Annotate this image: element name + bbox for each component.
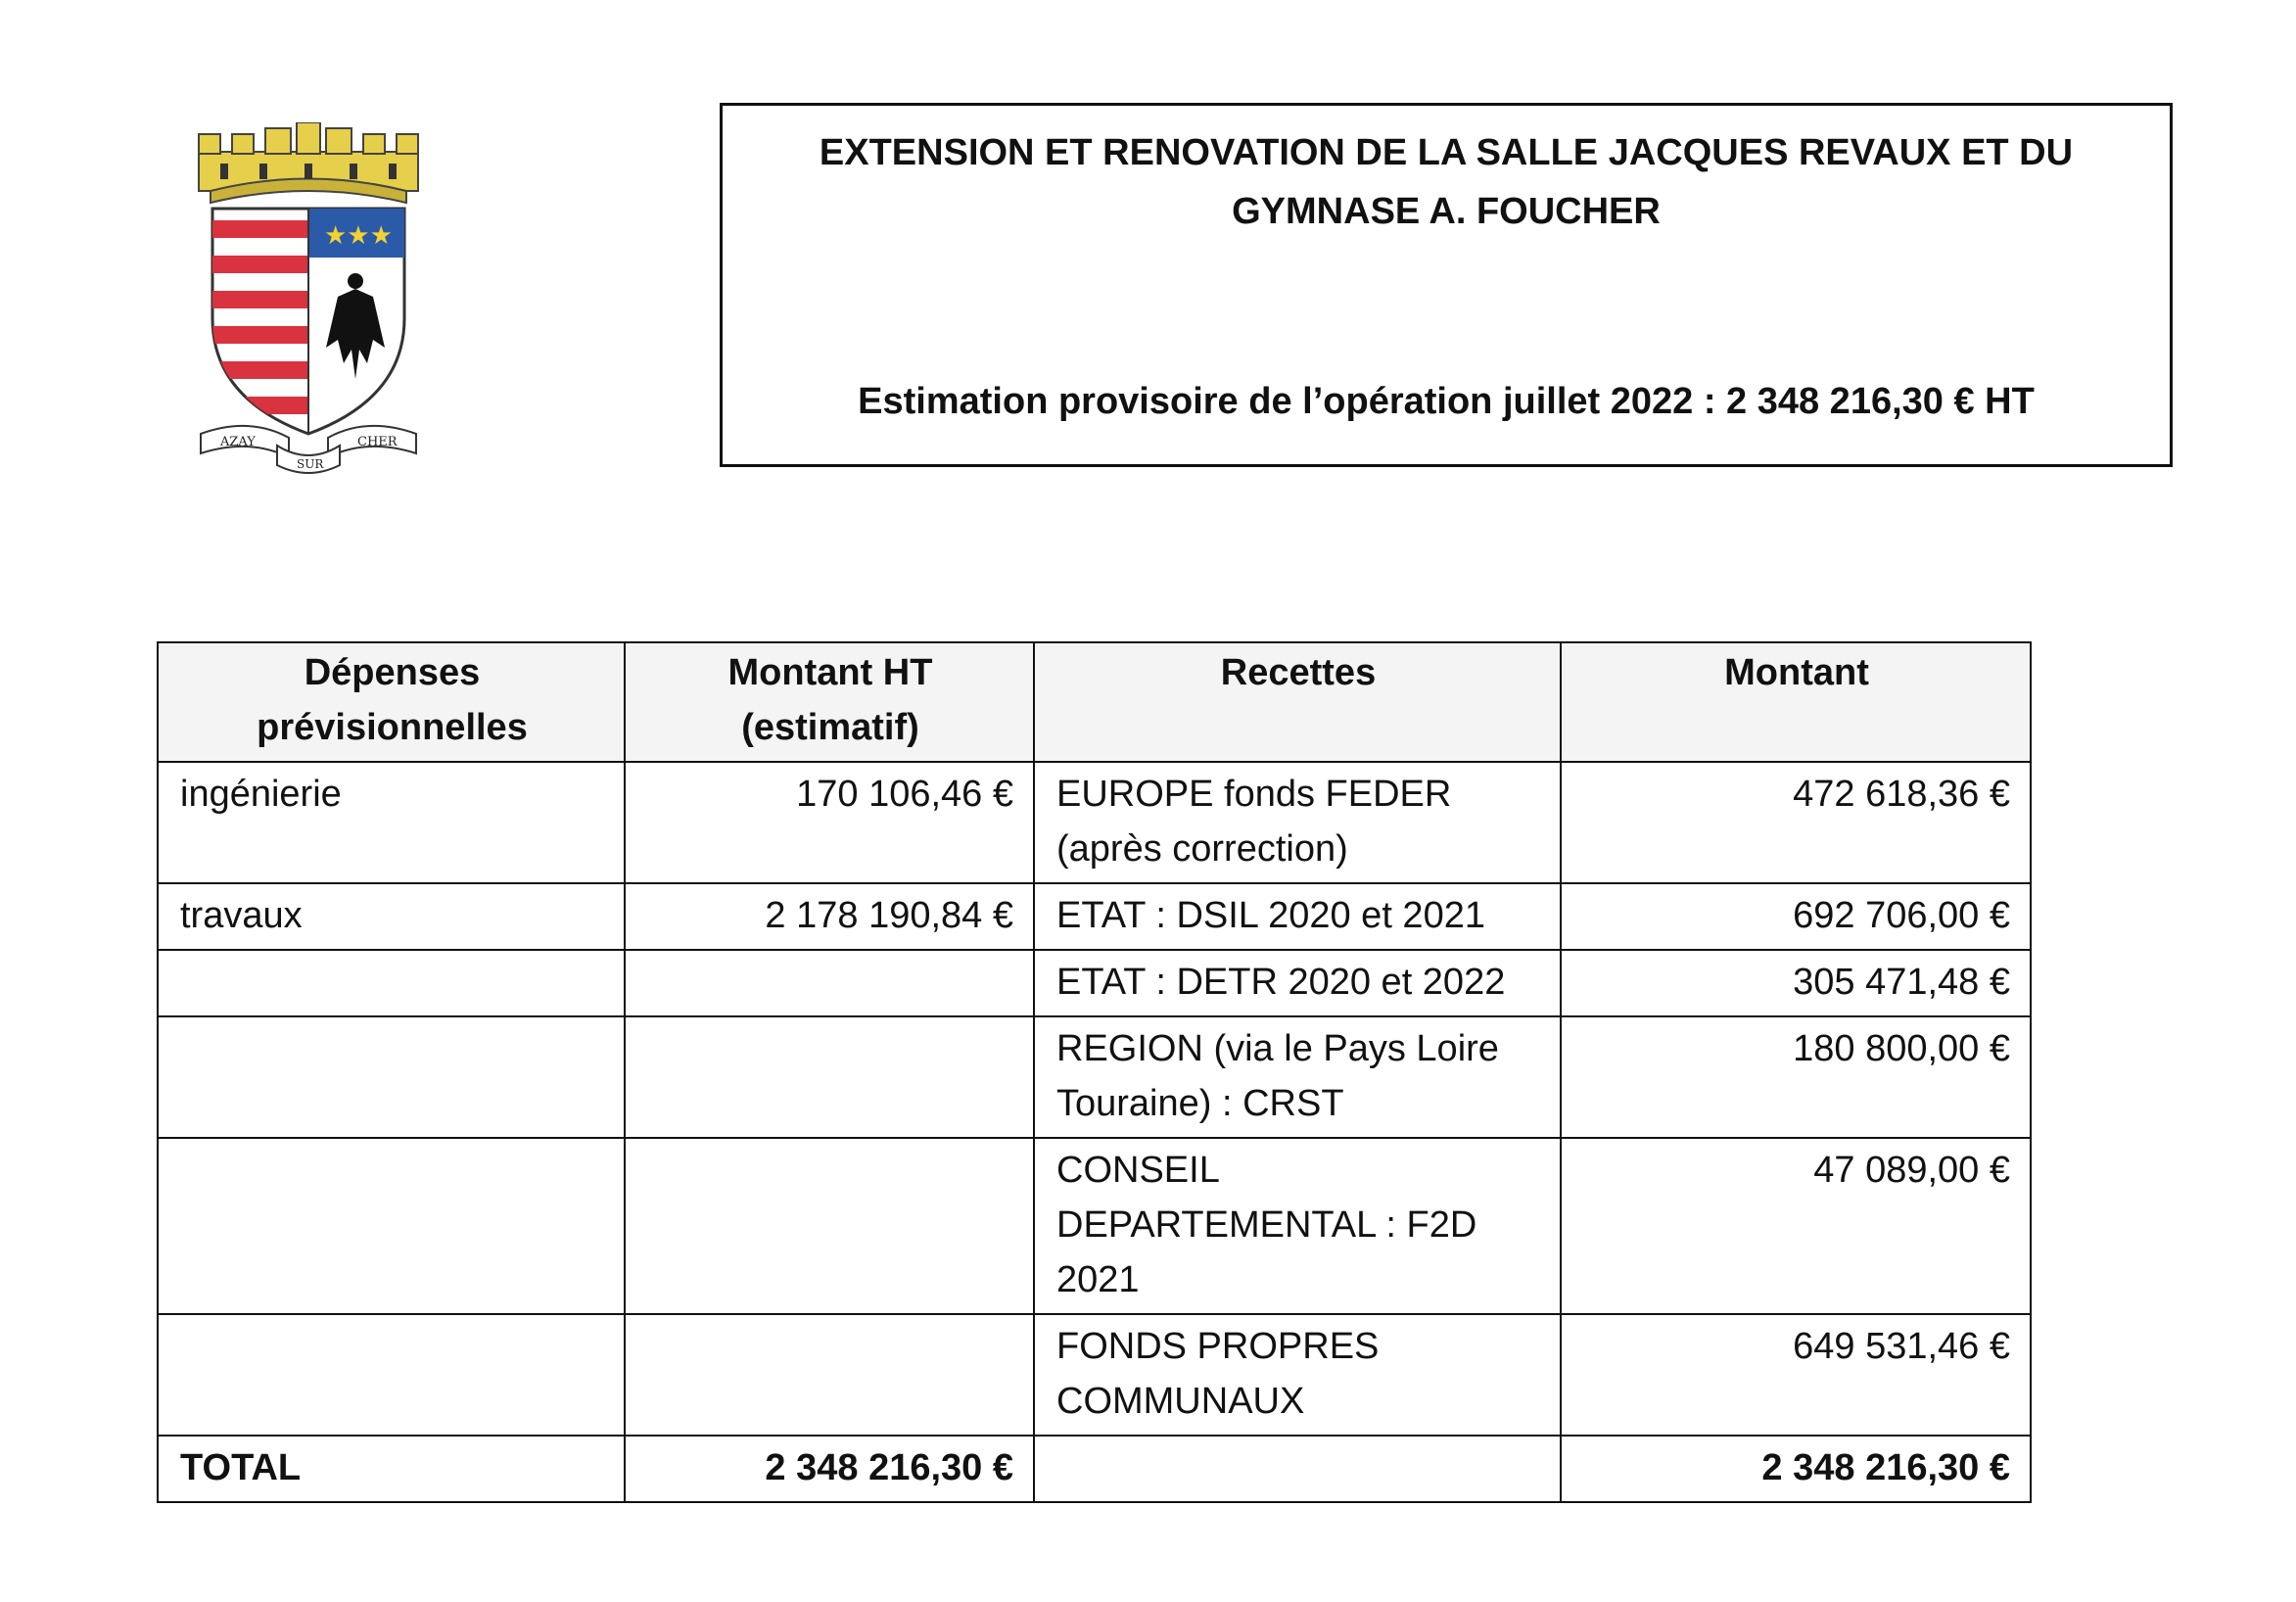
cell-montant: 472 618,36 € [1561,762,2031,883]
cell-recette: FONDS PROPRES COMMUNAUX [1034,1314,1561,1436]
table-row [158,1016,2031,1138]
header-montant: Montant [1561,642,2031,762]
cell-recette: REGION (via le Pays Loire Touraine) : CRST [1034,1016,1561,1138]
svg-text:CHER: CHER [357,435,398,449]
budget-table [157,641,2032,1503]
total-row [158,1436,2031,1502]
total-recette [1034,1436,1561,1502]
shield-icon [212,209,404,436]
svg-text:SUR: SUR [297,457,324,471]
svg-text:AZAY: AZAY [220,435,256,449]
table-row [158,1138,2031,1314]
cell-montant-ht [625,1314,1034,1436]
table-row [158,950,2031,1016]
cell-montant: 180 800,00 € [1561,1016,2031,1138]
cell-depense: ingénierie [158,762,625,883]
cell-recette: EUROPE fonds FEDER (après correction) [1034,762,1561,883]
cell-montant-ht [625,1016,1034,1138]
cell-recette: ETAT : DETR 2020 et 2022 [1034,950,1561,1016]
cell-montant-ht: 2 178 190,84 € [625,883,1034,950]
cell-montant-ht [625,1138,1034,1314]
header-montant-ht: Montant HT (estimatif) [625,642,1034,762]
total-label: TOTAL [158,1436,625,1502]
title-line1: EXTENSION ET RENOVATION DE LA SALLE JACQUES REVAUX ET DU [819,132,2074,173]
estimate-line: Estimation provisoire de l’opération juillet 2022 : 2 348 216,30 € HT [858,381,2035,422]
cell-recette: ETAT : DSIL 2020 et 2021 [1034,883,1561,950]
cell-montant: 692 706,00 € [1561,883,2031,950]
header-depenses: Dépenses prévisionnelles [158,642,625,762]
table-row [158,762,2031,883]
cell-montant: 47 089,00 € [1561,1138,2031,1314]
cell-depense [158,1314,625,1436]
cell-montant: 305 471,48 € [1561,950,2031,1016]
total-montant: 2 348 216,30 € [1561,1436,2031,1502]
table-row [158,883,2031,950]
total-montant-ht: 2 348 216,30 € [625,1436,1034,1502]
cell-depense [158,1016,625,1138]
table-header-row [158,642,2031,762]
cell-recette: CONSEIL DEPARTEMENTAL : F2D 2021 [1034,1138,1561,1314]
svg-text:★★★: ★★★ [324,221,393,251]
header-recettes: Recettes [1034,642,1561,762]
cell-montant: 649 531,46 € [1561,1314,2031,1436]
title-box [720,103,2173,467]
cell-montant-ht: 170 106,46 € [625,762,1034,883]
cell-depense: travaux [158,883,625,950]
crown-icon [199,122,418,203]
cell-depense [158,950,625,1016]
cell-depense [158,1138,625,1314]
cell-montant-ht [625,950,1034,1016]
table-row [158,1314,2031,1436]
title-line2: GYMNASE A. FOUCHER [1232,191,1661,232]
coat-of-arms-logo [191,122,426,475]
